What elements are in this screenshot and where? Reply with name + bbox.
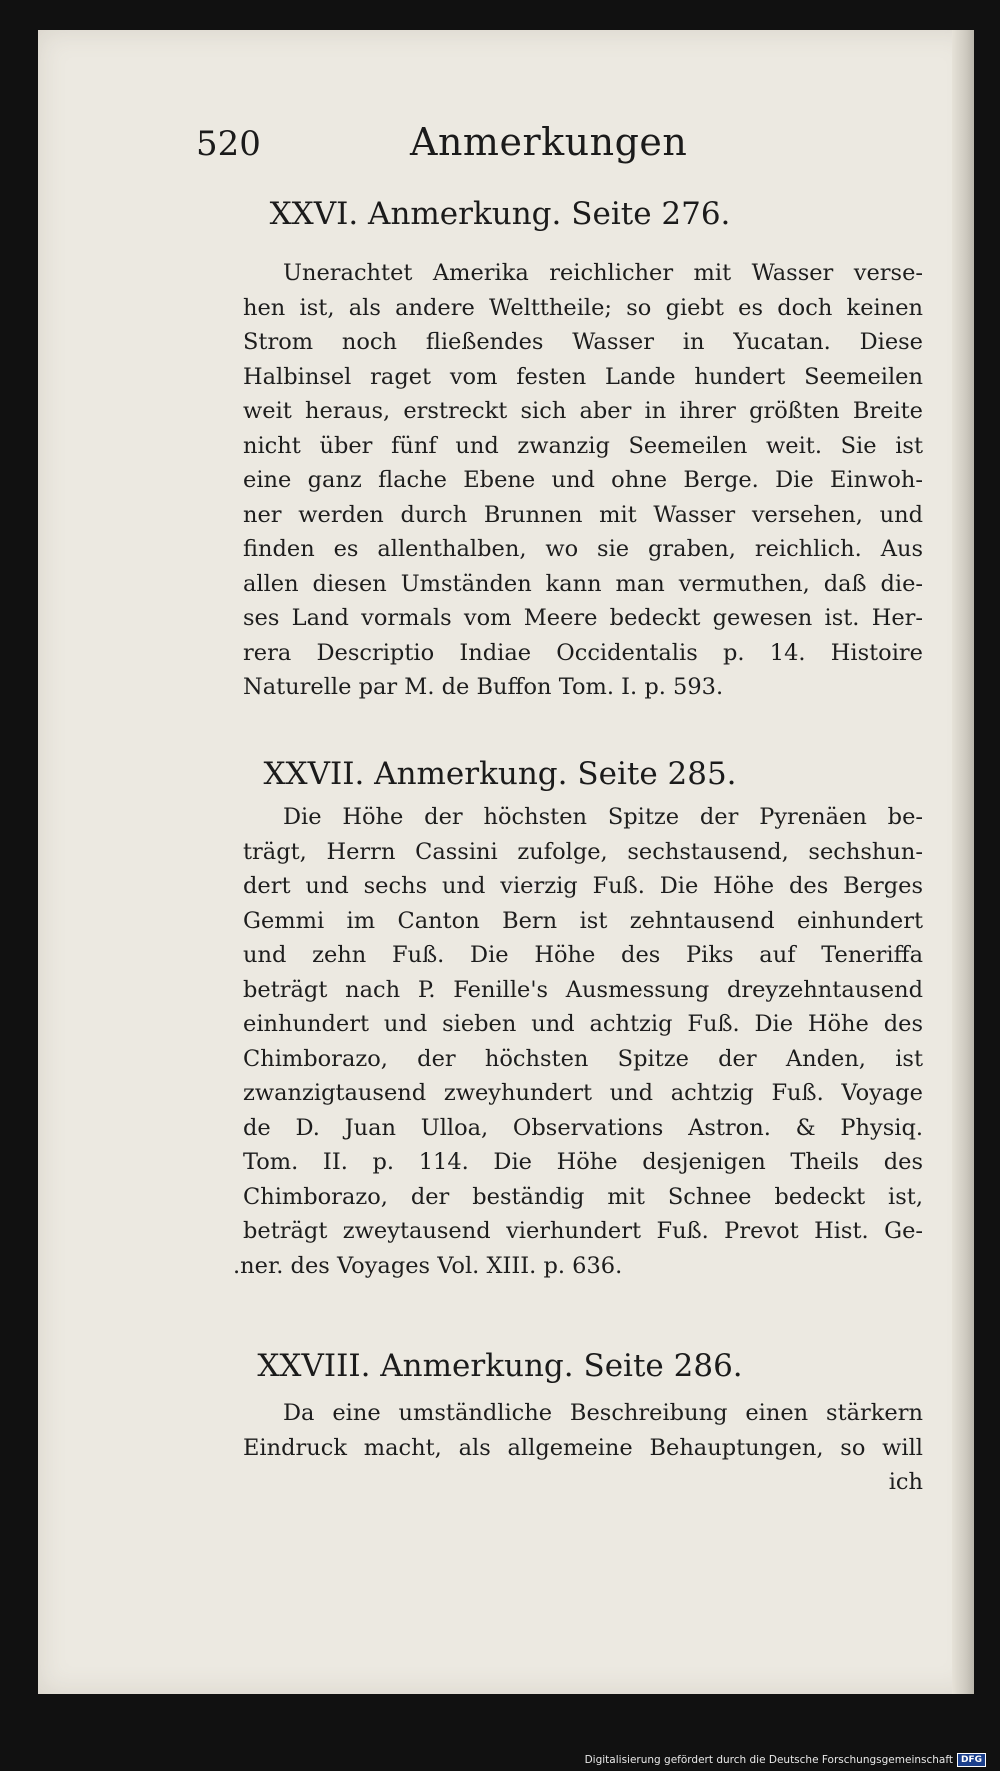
- text-line: eine ganz flache Ebene und ohne Berge. Die Einwoh-: [243, 467, 923, 493]
- running-title: Anmerkungen: [410, 120, 688, 164]
- text-line: nicht über fünf und zwanzig Seemeilen weit. Sie ist: [243, 432, 923, 459]
- text-line: beträgt zweytausend vierhundert Fuß. Prevot Hist. Ge-: [243, 1218, 923, 1244]
- text-line: Tom. II. p. 114. Die Höhe desjenigen Theils des: [243, 1149, 923, 1175]
- text-line: beträgt nach P. Fenille's Ausmessung dreyzehntausend: [243, 976, 923, 1003]
- catchword: ich: [888, 1469, 923, 1495]
- text-line: .ner. des Voyages Vol. XIII. p. 636.: [233, 1252, 623, 1279]
- text-line: Eindruck macht, als allgemeine Behauptungen, so will: [243, 1434, 923, 1461]
- dfg-logo: DFG: [957, 1753, 986, 1767]
- page-header: [196, 120, 756, 174]
- text-line: Gemmi im Canton Bern ist zehntausend einhundert: [243, 907, 923, 934]
- paragraph-xxviii: [243, 1396, 923, 1500]
- text-line: Naturelle par M. de Buffon Tom. I. p. 593.: [243, 674, 724, 700]
- text-line: einhundert und sieben und achtzig Fuß. Die Höhe des: [243, 1011, 923, 1037]
- text-line: dert und sechs und vierzig Fuß. Die Höhe des Berges: [243, 873, 923, 899]
- paragraph-xxvii: [233, 800, 923, 1283]
- text-line: ner werden durch Brunnen mit Wasser versehen, und: [243, 501, 923, 528]
- page-number: 520: [196, 124, 261, 164]
- text-line: Halbinsel raget vom festen Lande hundert Seemeilen: [243, 363, 923, 390]
- section-heading-xxvi: XXVI. Anmerkung. Seite 276.: [269, 196, 731, 232]
- text-line: Chimborazo, der beständig mit Schnee bedeckt ist,: [243, 1183, 923, 1210]
- text-line: de D. Juan Ulloa, Observations Astron. & Physiq.: [243, 1114, 923, 1141]
- text-line: rera Descriptio Indiae Occidentalis p. 14. Histoire: [243, 639, 923, 666]
- text-line: Chimborazo, der höchsten Spitze der Anden, ist: [243, 1045, 923, 1072]
- text-line: finden es allenthalben, wo sie graben, reichlich. Aus: [243, 536, 923, 562]
- text-line: Da eine umständliche Beschreibung einen stärkern: [283, 1400, 923, 1426]
- text-line: hen ist, als andere Welttheile; so giebt es doch keinen: [243, 294, 923, 321]
- credit-text: Digitalisierung gefördert durch die Deutsche Forschungsgemeinschaft: [584, 1754, 953, 1766]
- text-line: Strom noch fließendes Wasser in Yucatan. Diese: [243, 329, 923, 355]
- page-edge: [952, 30, 974, 1694]
- section-heading-xxviii: XXVIII. Anmerkung. Seite 286.: [257, 1348, 743, 1384]
- section-heading-xxvii: XXVII. Anmerkung. Seite 285.: [263, 756, 737, 792]
- text-line: und zehn Fuß. Die Höhe des Piks auf Teneriffa: [243, 942, 923, 968]
- text-line: weit heraus, erstreckt sich aber in ihrer größten Breite: [243, 398, 923, 424]
- digitization-credit: [585, 1752, 986, 1768]
- text-line: Unerachtet Amerika reichlicher mit Wasser verse-: [283, 260, 923, 286]
- text-line: Die Höhe der höchsten Spitze der Pyrenäen be-: [283, 804, 923, 830]
- paragraph-xxvi: [243, 256, 923, 705]
- text-line: trägt, Herrn Cassini zufolge, sechstausend, sechshun-: [243, 838, 923, 865]
- text-line: allen diesen Umständen kann man vermuthen, daß die-: [243, 570, 923, 597]
- text-line: ses Land vormals vom Meere bedeckt gewesen ist. Her-: [243, 605, 923, 631]
- text-line: zwanzigtausend zweyhundert und achtzig Fuß. Voyage: [243, 1080, 923, 1106]
